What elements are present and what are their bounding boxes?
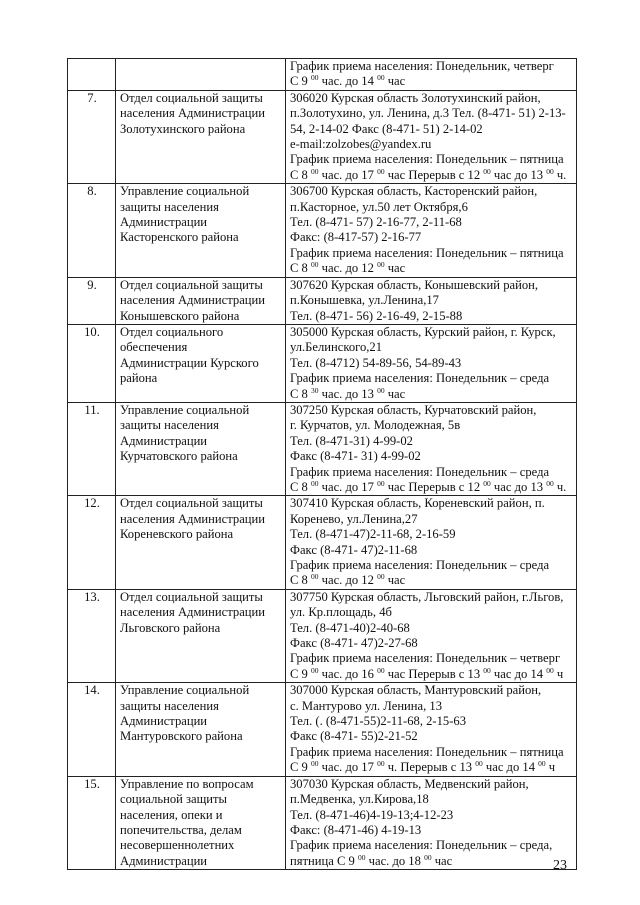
info-text: 307000 Курская область, Мантуровский район,	[290, 683, 542, 698]
contact-info-line	[290, 527, 573, 542]
organization-name-line: Отдел социальной защиты	[120, 589, 263, 604]
time-minutes-superscript: 00	[377, 166, 385, 176]
contact-info-line	[290, 714, 573, 729]
organization-name-line: попечительства, делам	[120, 822, 242, 837]
organization-name-line: Отдел социальной защиты	[120, 496, 263, 511]
row-number: 13.	[68, 589, 116, 682]
contact-info-line	[290, 699, 573, 714]
contact-info-line	[290, 74, 573, 89]
row-number: 7.	[68, 90, 116, 183]
info-text: час	[384, 261, 406, 276]
contact-info-line	[290, 651, 573, 666]
contact-info-cell	[286, 776, 577, 869]
time-minutes-superscript: 00	[358, 852, 366, 862]
info-text: Факс (8-471- 47)2-27-68	[290, 636, 418, 651]
info-text: час до 13	[490, 167, 547, 182]
contact-info-line	[290, 356, 573, 371]
contact-info-line	[290, 230, 573, 245]
contact-info-line	[290, 823, 573, 838]
info-text: С 9	[290, 666, 311, 681]
contact-info-cell	[286, 683, 577, 776]
contact-info-cell	[286, 90, 577, 183]
info-text: час	[384, 74, 406, 89]
time-minutes-superscript: 00	[483, 665, 491, 675]
info-text: Тел. (. (8-471-55)2-11-68, 2-15-63	[290, 714, 467, 729]
info-text: С 9	[290, 760, 311, 775]
table-row	[68, 90, 577, 183]
time-minutes-superscript: 00	[311, 665, 319, 675]
info-text: График приема населения: Понедельник – среда	[290, 464, 550, 479]
organization-name-line: Администрации Курского	[120, 355, 259, 370]
organization-cell	[116, 402, 286, 495]
table-row	[68, 589, 577, 682]
row-number: 9.	[68, 277, 116, 324]
contact-info-line	[290, 309, 573, 324]
info-text: ул.Белинского,21	[290, 340, 383, 355]
contact-info-line	[290, 387, 573, 402]
contact-info-line	[290, 777, 573, 792]
contact-info-cell	[286, 496, 577, 589]
organization-name-line: Отдел социального	[120, 324, 224, 339]
row-number: 11.	[68, 402, 116, 495]
info-text: 306020 Курская область Золотухинский район,	[290, 90, 541, 105]
contact-info-line	[290, 512, 573, 527]
organization-name-line: Администрации	[120, 714, 208, 729]
info-text: График приема населения: Понедельник – среда	[290, 558, 550, 572]
info-text: час Перерыв с 12	[384, 167, 484, 182]
contact-info-line	[290, 558, 573, 573]
info-text: Тел. (8-471-47)2-11-68, 2-16-59	[290, 527, 456, 542]
contact-info-cell	[286, 184, 577, 277]
info-text: С 8	[290, 386, 311, 401]
info-text: Тел. (8-471-46)4-19-13;4-12-23	[290, 807, 454, 822]
organization-cell	[116, 184, 286, 277]
info-text: 54, 2-14-02 Факс (8-471- 51) 2-14-02	[290, 121, 483, 136]
contact-info-line	[290, 808, 573, 823]
info-text: График приема населения: Понедельник – пятница	[290, 152, 564, 167]
time-minutes-superscript: 00	[475, 759, 483, 769]
organization-cell	[116, 496, 286, 589]
time-minutes-superscript: 00	[424, 852, 432, 862]
organization-cell	[116, 59, 286, 91]
contact-info-line	[290, 246, 573, 261]
organization-name-line: защиты населения	[120, 698, 219, 713]
contact-info-line	[290, 745, 573, 760]
time-minutes-superscript: 00	[311, 260, 319, 270]
contact-info-line	[290, 152, 573, 167]
info-text: С 8	[290, 573, 311, 588]
time-minutes-superscript: 30	[311, 385, 319, 395]
organization-name-line: населения Администрации	[120, 106, 266, 121]
info-text: ч. Перерыв с 13	[384, 760, 476, 775]
row-number: 15.	[68, 776, 116, 869]
info-text: 305000 Курская область, Курский район, г. Курск,	[290, 324, 556, 339]
contact-info-line	[290, 91, 573, 106]
row-number: 10.	[68, 324, 116, 402]
time-minutes-superscript: 00	[311, 572, 319, 582]
organization-name-line: населения Администрации	[120, 511, 266, 526]
info-text: С 8	[290, 261, 311, 276]
contact-info-line	[290, 792, 573, 807]
info-text: График приема населения: Понедельник, четверг	[290, 59, 554, 73]
info-text: График приема населения: Понедельник – пятница	[290, 245, 564, 260]
contact-info-line	[290, 480, 573, 495]
organization-name-line: Конышевского района	[120, 308, 240, 323]
contact-info-line	[290, 261, 573, 276]
contact-info-line	[290, 683, 573, 698]
info-text: Тел. (8-471- 56) 2-16-49, 2-15-88	[290, 308, 463, 323]
time-minutes-superscript: 00	[311, 759, 319, 769]
info-text: час. до 17	[318, 479, 378, 494]
contact-info-line	[290, 838, 573, 853]
contact-info-line	[290, 371, 573, 386]
organization-cell	[116, 589, 286, 682]
contact-info-line	[290, 496, 573, 511]
info-text: час. до 14	[318, 74, 378, 89]
organization-name-line: Льговского района	[120, 620, 221, 635]
organization-name-line: Управление социальной	[120, 683, 250, 698]
time-minutes-superscript: 00	[483, 166, 491, 176]
contact-info-line	[290, 418, 573, 433]
time-minutes-superscript: 00	[377, 759, 385, 769]
info-text: График приема населения: Понедельник – среда,	[290, 838, 553, 853]
info-text: час	[384, 386, 406, 401]
organization-name-line: района	[120, 371, 158, 386]
info-text: 306700 Курская область, Касторенский район,	[290, 184, 538, 199]
contact-info-line	[290, 137, 573, 152]
offices-table-body	[68, 59, 577, 870]
info-text: с. Мантурово ул. Ленина, 13	[290, 698, 443, 713]
info-text: Тел. (8-471- 57) 2-16-77, 2-11-68	[290, 215, 462, 230]
info-text: час до 14	[490, 666, 547, 681]
time-minutes-superscript: 00	[538, 759, 546, 769]
info-text: Факс (8-471- 31) 4-99-02	[290, 449, 421, 464]
organization-name-line: Администрации	[120, 215, 208, 230]
time-minutes-superscript: 00	[377, 572, 385, 582]
organization-name-line: Мантуровского района	[120, 729, 243, 744]
contact-info-line	[290, 573, 573, 588]
contact-info-cell	[286, 324, 577, 402]
table-row	[68, 683, 577, 776]
table-row	[68, 184, 577, 277]
info-text: п.Медвенка, ул.Кирова,18	[290, 792, 429, 807]
organization-name-line: населения Администрации	[120, 293, 266, 308]
offices-table	[67, 58, 577, 870]
time-minutes-superscript: 00	[377, 260, 385, 270]
info-text: С 8	[290, 167, 311, 182]
organization-name-line: Курчатовского района	[120, 449, 238, 464]
info-text: ч	[545, 760, 556, 775]
time-minutes-superscript: 00	[546, 478, 554, 488]
row-number: 14.	[68, 683, 116, 776]
organization-name-line: Отдел социальной защиты	[120, 90, 263, 105]
contact-info-line	[290, 340, 573, 355]
info-text: час Перерыв с 13	[384, 666, 484, 681]
info-text: Тел. (8-4712) 54-89-56, 54-89-43	[290, 355, 462, 370]
organization-name-line: населения, опеки и	[120, 807, 223, 822]
info-text: час. до 17	[318, 760, 378, 775]
table-row	[68, 59, 577, 91]
contact-info-line	[290, 59, 573, 74]
contact-info-line	[290, 449, 573, 464]
time-minutes-superscript: 00	[377, 385, 385, 395]
info-text: С 8	[290, 479, 311, 494]
info-text: График приема населения: Понедельник – четверг	[290, 651, 561, 666]
info-text: пятница С 9	[290, 853, 358, 868]
organization-cell	[116, 277, 286, 324]
organization-name-line: Управление социальной	[120, 402, 250, 417]
time-minutes-superscript: 00	[311, 478, 319, 488]
info-text: час	[431, 853, 453, 868]
contact-info-line	[290, 122, 573, 137]
time-minutes-superscript: 00	[483, 478, 491, 488]
table-row	[68, 402, 577, 495]
info-text: г. Курчатов, ул. Молодежная, 5в	[290, 418, 461, 433]
organization-name-line: Отдел социальной защиты	[120, 277, 263, 292]
time-minutes-superscript: 00	[546, 665, 554, 675]
contact-info-cell	[286, 589, 577, 682]
contact-info-line	[290, 278, 573, 293]
info-text: час Перерыв с 12	[384, 479, 484, 494]
info-text: час до 13	[490, 479, 547, 494]
organization-name-line: защиты населения	[120, 418, 219, 433]
info-text: час. до 13	[318, 386, 378, 401]
contact-info-line	[290, 605, 573, 620]
table-row	[68, 776, 577, 869]
contact-info-line	[290, 667, 573, 682]
contact-info-line	[290, 465, 573, 480]
contact-info-line	[290, 854, 573, 869]
info-text: час. до 16	[318, 666, 378, 681]
time-minutes-superscript: 00	[311, 166, 319, 176]
organization-name-line: Касторенского района	[120, 230, 239, 245]
info-text: п.Конышевка, ул.Ленина,17	[290, 293, 439, 308]
contact-info-line	[290, 434, 573, 449]
contact-info-line	[290, 403, 573, 418]
info-text: График приема населения: Понедельник – пятница	[290, 744, 564, 759]
row-number: 8.	[68, 184, 116, 277]
contact-info-line	[290, 106, 573, 121]
contact-info-line	[290, 184, 573, 199]
table-row	[68, 496, 577, 589]
contact-info-line	[290, 621, 573, 636]
info-text: час. до 12	[318, 261, 378, 276]
row-number: 12.	[68, 496, 116, 589]
info-text: 307030 Курская область, Медвенский район,	[290, 776, 529, 791]
organization-name-line: социальной защиты	[120, 792, 227, 807]
organization-cell	[116, 683, 286, 776]
organization-cell	[116, 90, 286, 183]
info-text: Тел. (8-471-40)2-40-68	[290, 620, 410, 635]
organization-name-line: несовершеннолетних	[120, 838, 235, 853]
info-text: Коренево, ул.Ленина,27	[290, 511, 418, 526]
contact-info-line	[290, 729, 573, 744]
info-text: п.Золотухино, ул. Ленина, д.3 Тел. (8-471- 51) 2-13-	[290, 106, 566, 121]
table-row	[68, 324, 577, 402]
organization-name-line: Управление социальной	[120, 184, 250, 199]
contact-info-cell	[286, 277, 577, 324]
info-text: п.Касторное, ул.50 лет Октября,6	[290, 199, 468, 214]
info-text: 307250 Курская область, Курчатовский район,	[290, 402, 537, 417]
time-minutes-superscript: 00	[311, 73, 319, 83]
info-text: ч	[553, 666, 564, 681]
contact-info-line	[290, 293, 573, 308]
contact-info-line	[290, 590, 573, 605]
info-text: ул. Кр.площадь, 4б	[290, 605, 392, 620]
contact-info-line	[290, 543, 573, 558]
info-text: час. до 17	[318, 167, 378, 182]
contact-info-line	[290, 200, 573, 215]
info-text: С 9	[290, 74, 311, 89]
info-text: e-mail:zolzobes@yandex.ru	[290, 137, 432, 152]
time-minutes-superscript: 00	[546, 166, 554, 176]
organization-name-line: Управление по вопросам	[120, 776, 254, 791]
info-text: час	[384, 573, 406, 588]
contact-info-cell	[286, 59, 577, 91]
contact-info-line	[290, 636, 573, 651]
organization-name-line: населения Администрации	[120, 605, 266, 620]
organization-name-line: Администрации	[120, 853, 208, 868]
organization-name-line: Администрации	[120, 433, 208, 448]
organization-cell	[116, 324, 286, 402]
info-text: час. до 18	[365, 853, 425, 868]
info-text: ч.	[553, 479, 567, 494]
info-text: Факс: (8-417-57) 2-16-77	[290, 230, 422, 245]
info-text: График приема населения: Понедельник – среда	[290, 371, 550, 386]
organization-name-line: Золотухинского района	[120, 121, 246, 136]
info-text: Факс (8-471- 47)2-11-68	[290, 542, 418, 557]
organization-name-line: защиты населения	[120, 199, 219, 214]
info-text: 307750 Курская область, Льговский район, г.Льгов,	[290, 589, 564, 604]
row-number	[68, 59, 116, 91]
time-minutes-superscript: 00	[377, 73, 385, 83]
organization-cell	[116, 776, 286, 869]
contact-info-line	[290, 760, 573, 775]
info-text: Факс (8-471- 55)2-21-52	[290, 729, 418, 744]
time-minutes-superscript: 00	[377, 665, 385, 675]
info-text: час. до 12	[318, 573, 378, 588]
contact-info-line	[290, 168, 573, 183]
table-row	[68, 277, 577, 324]
time-minutes-superscript: 00	[377, 478, 385, 488]
contact-info-line	[290, 215, 573, 230]
info-text: 307620 Курская область, Конышевский район,	[290, 277, 538, 292]
page-number: 23	[553, 858, 567, 873]
info-text: Тел. (8-471-31) 4-99-02	[290, 433, 413, 448]
info-text: Факс: (8-471-46) 4-19-13	[290, 822, 422, 837]
organization-name-line: Кореневского района	[120, 527, 234, 542]
organization-name-line: обеспечения	[120, 340, 188, 355]
contact-info-line	[290, 325, 573, 340]
info-text: ч.	[553, 167, 567, 182]
info-text: 307410 Курская область, Кореневский район, п.	[290, 496, 545, 511]
info-text: час до 14	[482, 760, 539, 775]
contact-info-cell	[286, 402, 577, 495]
